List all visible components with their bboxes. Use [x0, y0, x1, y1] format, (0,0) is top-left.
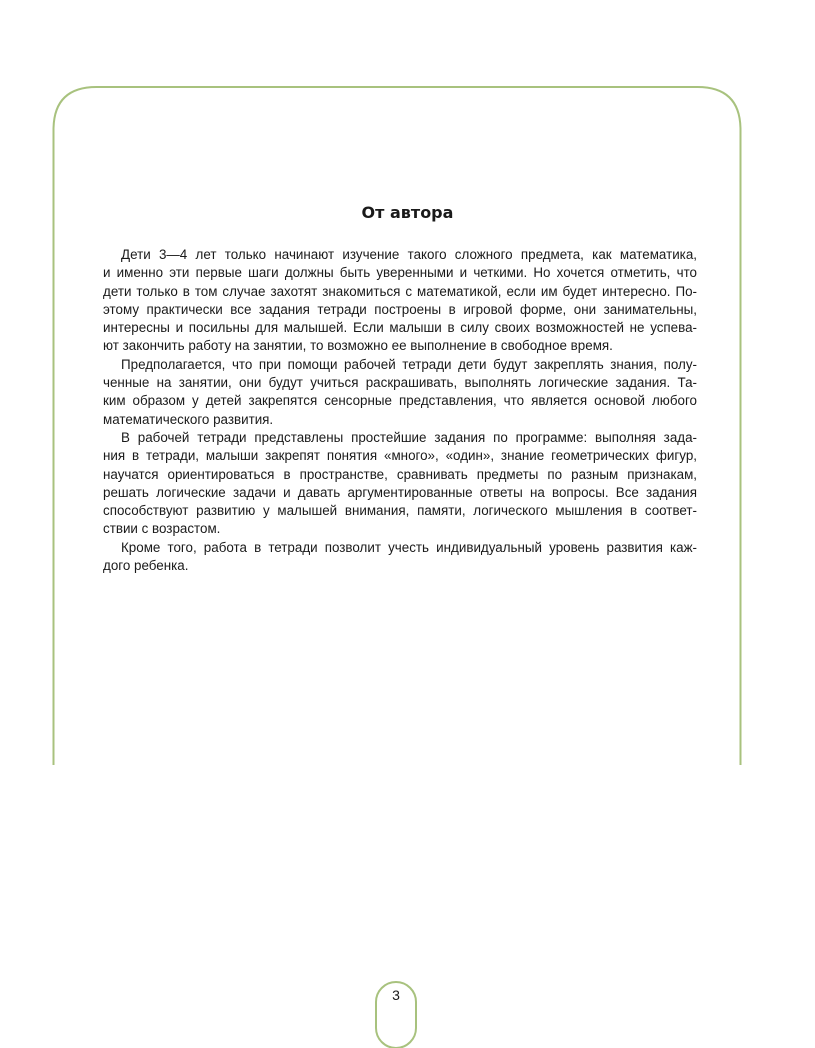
text-line: этому практически все задания тетради построены в игровой форме, они занимательны, — [103, 301, 697, 317]
text-line: Предполагается, что при помощи рабочей тетради дети будут закреплять знания, полу- — [121, 356, 697, 372]
text-line: интересны и посильны для малышей. Если малыши в силу своих возможностей не успева- — [103, 320, 697, 336]
body-text — [103, 246, 697, 575]
text-line: математического развития. — [103, 411, 274, 427]
text-line: ченные на занятии, они будут учиться раскрашивать, выполнять логические задания. Та- — [103, 375, 697, 391]
text-line: ют закончить работу на занятии, то возможно ее выполнение в свободное время. — [103, 338, 613, 354]
text-line: способствуют развитию у малышей внимания, памяти, логического мышления в соответ- — [103, 503, 697, 519]
page-title: От автора — [361, 203, 454, 222]
page-number: 3 — [392, 987, 400, 1003]
text-line: Кроме того, работа в тетради позволит учесть индивидуальный уровень развития каж- — [121, 539, 697, 555]
text-line: ния в тетради, малыши закрепят понятия «много», «один», знание геометрических фигур, — [103, 448, 697, 464]
text-line: ким образом у детей закрепятся сенсорные представления, что является основой любого — [103, 393, 697, 409]
text-line: и именно эти первые шаги должны быть уверенными и четкими. Но хочется отметить, что — [103, 265, 697, 281]
text-line: Дети 3—4 лет только начинают изучение такого сложного предмета, как математика, — [121, 247, 697, 262]
text-line: В рабочей тетради представлены простейшие задания по программе: выполняя зада- — [121, 429, 697, 445]
text-line: ствии с возрастом. — [103, 521, 221, 537]
text-line: дети только в том случае захотят знакомиться с математикой, если им будет интересно. По- — [103, 283, 697, 299]
text-line: дого ребенка. — [103, 558, 189, 574]
text-line: научатся ориентироваться в пространстве, сравнивать предметы по разным признакам, — [103, 466, 697, 482]
text-line: решать логические задачи и давать аргументированные ответы на вопросы. Все задания — [103, 484, 697, 500]
